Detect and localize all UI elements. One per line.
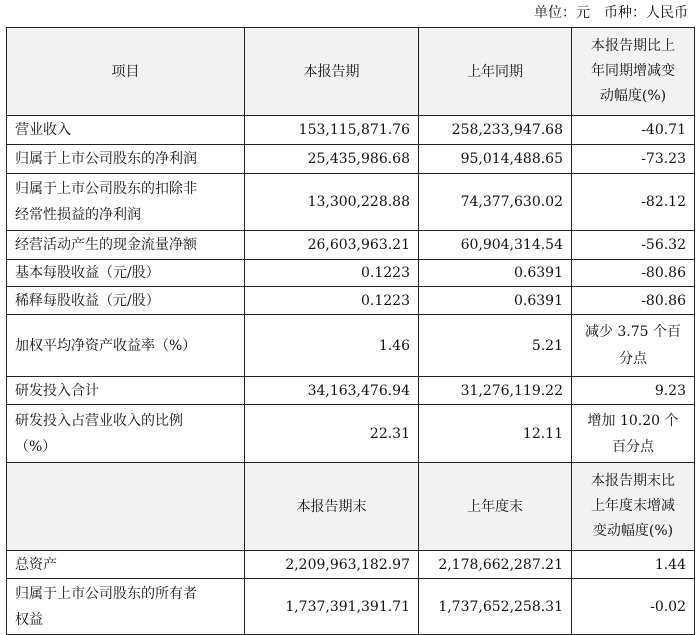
table-row: 基本每股收益（元/股） 0.1223 0.6391 -80.86 (7, 260, 695, 287)
table-row: 加权平均净资产收益率（%） 1.46 5.21 减少 3.75 个百 分点 (7, 315, 695, 377)
table-subheader-row (7, 463, 695, 551)
table-row: 总资产 2,209,963,182.97 2,178,662,287.21 1.44 (7, 551, 695, 579)
table-row: 营业收入 153,115,871.76 258,233,947.68 -40.71 (7, 116, 695, 145)
table-header-row (7, 28, 695, 116)
unit-currency-note: 单位：元 币种：人民币 (534, 5, 688, 21)
subheader-change: 本报告期末比 上年度末增减 变动幅度(%) (572, 463, 695, 551)
header-prior-period: 上年同期 (419, 28, 572, 116)
financial-data-table (6, 27, 695, 635)
subheader-prior-year-end: 上年度末 (419, 463, 572, 551)
subheader-period-end: 本报告期末 (245, 463, 419, 551)
subheader-blank (7, 463, 245, 551)
table-row: 归属于上市公司股东的扣除非 经常性损益的净利润 13,300,228.88 74,377,630.02 -82.12 (7, 174, 695, 231)
table-row: 研发投入合计 34,163,476.94 31,276,119.22 9.23 (7, 377, 695, 405)
header-item: 项目 (7, 28, 245, 116)
header-current-period: 本报告期 (245, 28, 419, 116)
table-row: 归属于上市公司股东的净利润 25,435,986.68 95,014,488.65 -73.23 (7, 145, 695, 174)
table-row: 稀释每股收益（元/股） 0.1223 0.6391 -80.86 (7, 287, 695, 315)
header-change: 本报告期比上 年同期增减变 动幅度(%) (572, 28, 695, 116)
table-row: 研发投入占营业收入的比例 （%） 22.31 12.11 增加 10.20 个 百分点 (7, 405, 695, 463)
table-row: 归属于上市公司股东的所有者 权益 1,737,391,391.71 1,737,652,258.31 -0.02 (7, 579, 695, 635)
table-row: 经营活动产生的现金流量净额 26,603,963.21 60,904,314.54 -56.32 (7, 231, 695, 260)
